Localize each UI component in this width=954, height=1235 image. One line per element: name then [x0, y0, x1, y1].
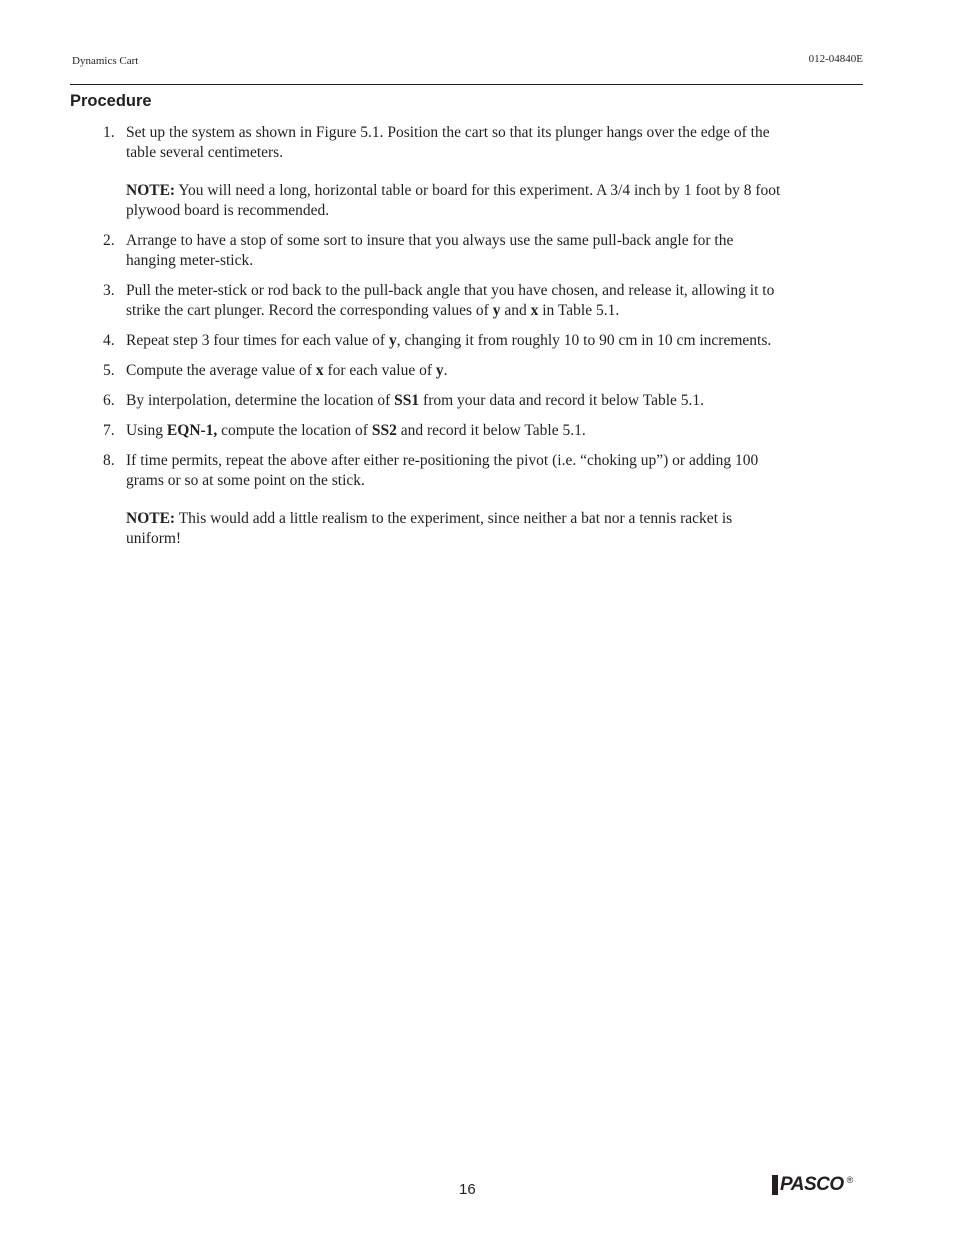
bold-term: x [530, 302, 539, 319]
step-number: 7. [103, 422, 115, 439]
step-text: This would add a little realism to the experiment, since neither a bat nor a tennis racket is uniform! [126, 510, 733, 547]
step-body [126, 281, 786, 321]
document-number: 012-04840E [808, 53, 863, 65]
bold-term: SS1 [394, 392, 420, 409]
step-text: Compute the average value of [126, 362, 316, 379]
step-body [126, 331, 786, 351]
step-number: 1. [103, 124, 115, 141]
step-number: 6. [103, 392, 115, 409]
pasco-logo [772, 1175, 853, 1195]
section-title: Procedure [70, 92, 152, 110]
step-text: . [443, 362, 448, 379]
procedure-step [0, 231, 786, 271]
step-text: Set up the system as shown in Figure 5.1. Position the cart so that its plunger hangs over the edge of the table several centimeters. [126, 124, 770, 161]
step-body [126, 421, 786, 441]
step-text: If time permits, repeat the above after either re-positioning the pivot (i.e. “choking up”) or adding 100 grams or so at some point on the stick. [126, 452, 759, 489]
step-text: You will need a long, horizontal table or board for this experiment. A 3/4 inch by 1 foot by 8 foot plywood board is recommended. [126, 182, 781, 219]
step-text: , changing it from roughly 10 to 90 cm in 10 cm increments. [396, 332, 772, 349]
step-text: in Table 5.1. [538, 302, 620, 319]
bold-term: EQN-1, [166, 422, 218, 439]
procedure-step [0, 281, 786, 321]
step-text: Pull the meter-stick or rod back to the pull-back angle that you have chosen, and release it, allowing it to strike the cart plunger. Record the corresponding values of [126, 282, 775, 319]
pasco-logo-text: PASCO [772, 1175, 844, 1195]
step-body [126, 231, 786, 271]
procedure-list [0, 123, 954, 559]
procedure-step [0, 451, 786, 549]
step-text: and record it below Table 5.1. [396, 422, 586, 439]
step-text: Using [126, 422, 167, 439]
bold-term: y [492, 302, 501, 319]
step-number: 4. [103, 332, 115, 349]
procedure-step [0, 391, 786, 411]
bold-term: SS2 [371, 422, 397, 439]
procedure-step [0, 331, 786, 351]
procedure-step [0, 421, 786, 441]
step-number: 5. [103, 362, 115, 379]
step-text: and [500, 302, 531, 319]
step-text: Arrange to have a stop of some sort to insure that you always use the same pull-back angle for the hanging meter-stick. [126, 232, 734, 269]
step-number: 2. [103, 232, 115, 249]
step-number: 8. [103, 452, 115, 469]
step-body [126, 361, 786, 381]
bold-term: NOTE: [126, 182, 176, 199]
step-note [126, 509, 786, 549]
bold-term: y [388, 332, 397, 349]
step-text: By interpolation, determine the location of [126, 392, 395, 409]
header-rule [70, 84, 863, 85]
running-header-title: Dynamics Cart [72, 55, 139, 67]
step-body [126, 123, 786, 163]
step-number: 3. [103, 282, 115, 299]
step-text: for each value of [323, 362, 436, 379]
step-body [126, 451, 786, 491]
bold-term: NOTE: [126, 510, 176, 527]
step-text: compute the location of [217, 422, 372, 439]
registered-mark: ® [846, 1175, 854, 1185]
step-note [126, 181, 786, 221]
bold-term: x [315, 362, 324, 379]
step-body [126, 391, 786, 411]
step-text: Repeat step 3 four times for each value of [126, 332, 389, 349]
step-text: from your data and record it below Table 5.1. [419, 392, 705, 409]
bold-term: y [435, 362, 444, 379]
procedure-step [0, 361, 786, 381]
page-number: 16 [459, 1181, 476, 1198]
procedure-step [0, 123, 786, 221]
